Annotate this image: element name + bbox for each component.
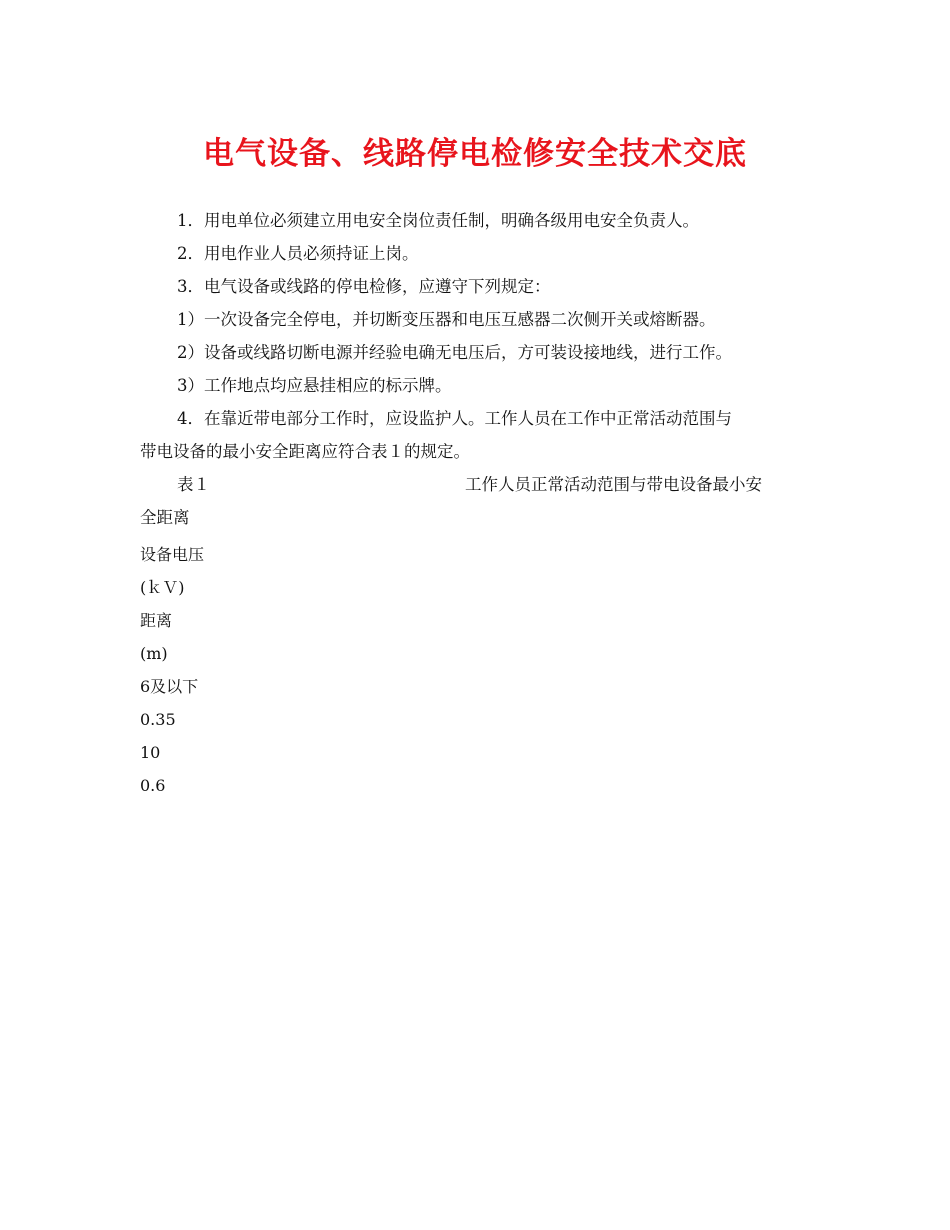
paragraph-3-item-1: 1）一次设备完全停电，并切断变压器和电压互感器二次侧开关或熔断器。 (177, 310, 716, 329)
paragraph-3-item-2: 2）设备或线路切断电源并经验电确无电压后，方可装设接地线，进行工作。 (177, 343, 732, 362)
table-caption-label: 表１ (177, 475, 210, 494)
table-header-distance: 距离 (140, 611, 173, 630)
document-body (140, 204, 812, 802)
paragraph-1: 1．用电单位必须建立用电安全岗位责任制，明确各级用电安全负责人。 (177, 211, 699, 230)
paragraph-2: 2．用电作业人员必须持证上岗。 (177, 244, 419, 263)
table-cell-voltage: 6及以下 (140, 677, 199, 696)
table-caption-title: 工作人员正常活动范围与带电设备最小安 (465, 475, 762, 494)
table-cell-voltage: 10 (140, 743, 161, 762)
table-cells (140, 538, 812, 802)
paragraph-3: 3．电气设备或线路的停电检修，应遵守下列规定： (177, 277, 551, 296)
table-cell-distance: 0.35 (140, 710, 176, 729)
document-title: 电气设备、线路停电检修安全技术交底 (203, 136, 747, 172)
table-cell-distance: 0.6 (140, 776, 166, 795)
table-header-voltage-unit: (ｋＶ) (140, 578, 185, 597)
table-header-voltage: 设备电压 (140, 545, 205, 564)
paragraph-3-item-3: 3）工作地点均应悬挂相应的标示牌。 (177, 376, 452, 395)
paragraph-4-continuation: 带电设备的最小安全距离应符合表１的规定。 (140, 442, 470, 461)
table-header-distance-unit: (m) (140, 644, 168, 663)
paragraph-4: 4．在靠近带电部分工作时，应设监护人。工作人员在工作中正常活动范围与 (177, 409, 732, 428)
table-caption (140, 468, 812, 501)
table-caption-title-continuation: 全距离 (140, 508, 190, 527)
